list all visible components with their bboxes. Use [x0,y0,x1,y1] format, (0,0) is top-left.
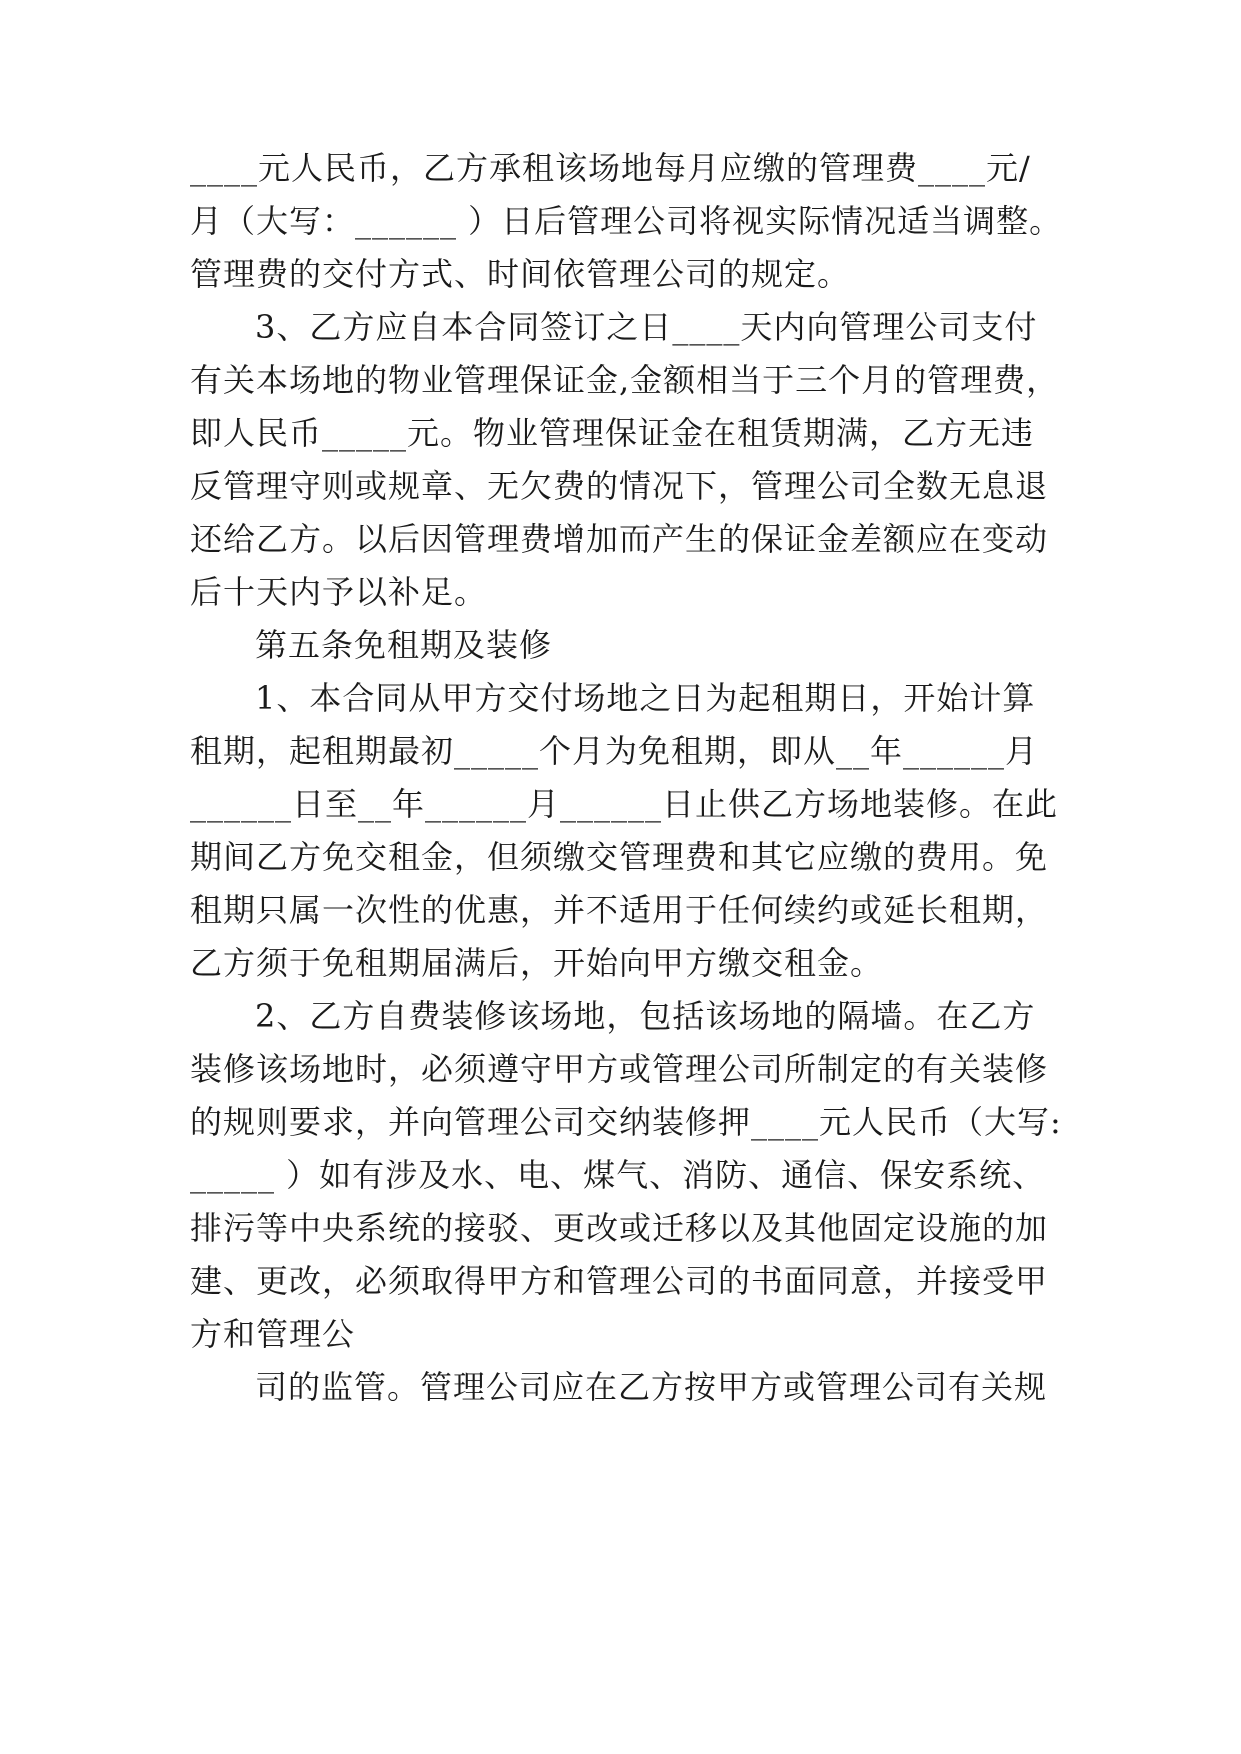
paragraph-1-start: 1、本合同从甲方交付场地之日为起租期日，开始计算 [255,679,1036,717]
text-line: 建、更改，必须取得甲方和管理公司的书面同意，并接受甲 [190,1262,1049,1300]
text-line: ____元人民币，乙方承租该场地每月应缴的管理费____元/ [190,149,1031,187]
text-line: 乙方须于免租期届满后，开始向甲方缴交租金。 [190,944,884,982]
paragraph-2-start: 2、乙方自费装修该场地，包括该场地的隔墙。在乙方 [255,997,1036,1035]
text-line: 反管理守则或规章、无欠费的情况下，管理公司全数无息退 [190,467,1049,505]
text-line: 后十天内予以补足。 [190,573,488,611]
text-line: 月（大写：______ ）日后管理公司将视实际情况适当调整。 [190,202,1063,240]
text-line: 管理费的交付方式、时间依管理公司的规定。 [190,255,851,293]
text-line: 方和管理公 [190,1315,356,1353]
text-line: ______日至__年______月______日止供乙方场地装修。在此 [190,785,1059,823]
text-line: 即人民币_____元。物业管理保证金在租赁期满，乙方无违 [190,414,1035,452]
section-heading: 第五条免租期及装修 [255,626,553,664]
text-line: 司的监管。管理公司应在乙方按甲方或管理公司有关规 [255,1368,1048,1406]
text-line: 排污等中央系统的接驳、更改或迁移以及其他固定设施的加 [190,1209,1049,1247]
text-line: 有关本场地的物业管理保证金,金额相当于三个月的管理费， [190,361,1060,399]
text-line: 装修该场地时，必须遵守甲方或管理公司所制定的有关装修 [190,1050,1049,1088]
text-line: 租期，起租期最初_____个月为免租期，即从__年______月 [190,732,1039,770]
text-line: 期间乙方免交租金，但须缴交管理费和其它应缴的费用。免 [190,838,1049,876]
paragraph-3-start: 3、乙方应自本合同签订之日____天内向管理公司支付 [255,308,1038,346]
text-line: 还给乙方。以后因管理费增加而产生的保证金差额应在变动 [190,520,1049,558]
text-line: 的规则要求，并向管理公司交纳装修押____元人民币（大写: [190,1103,1062,1141]
text-line: _____ ）如有涉及水、电、煤气、消防、通信、保安系统、 [190,1156,1046,1194]
text-line: 租期只属一次性的优惠，并不适用于任何续约或延长租期， [190,891,1049,929]
